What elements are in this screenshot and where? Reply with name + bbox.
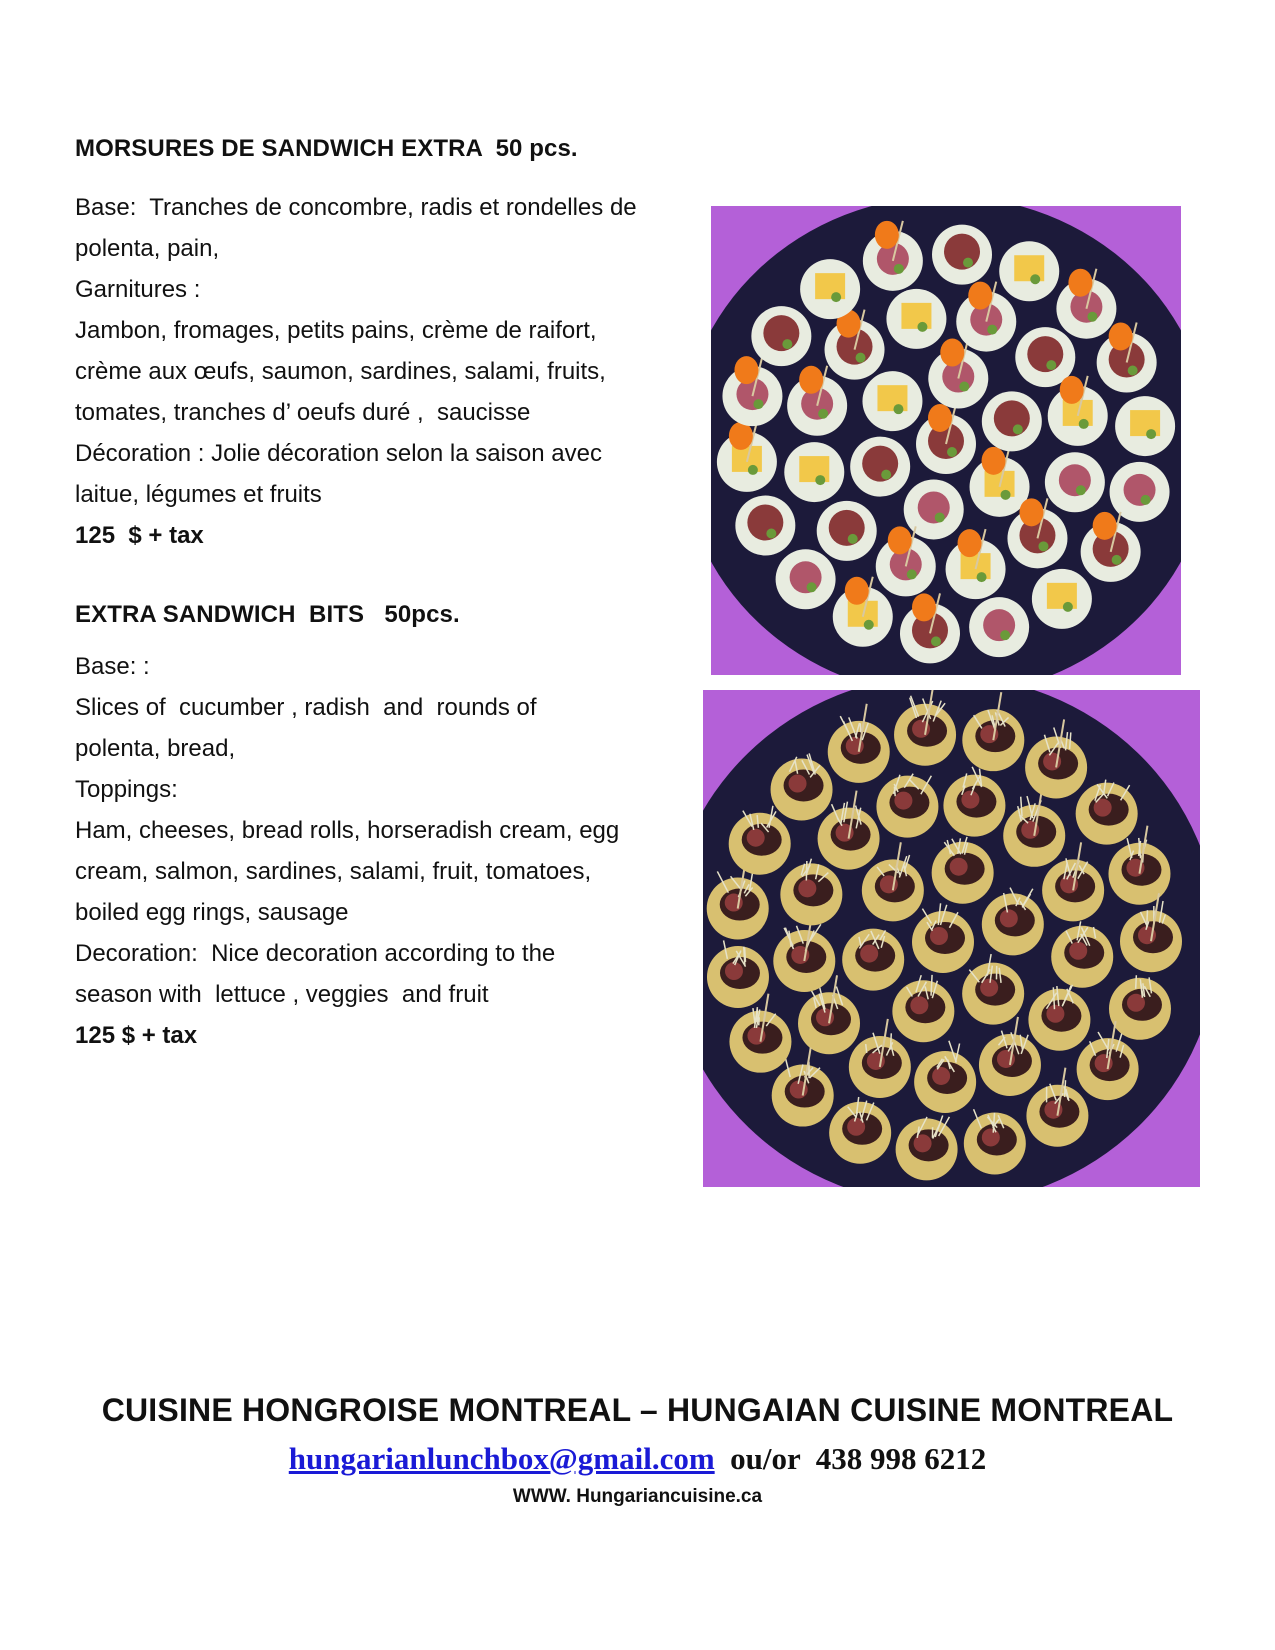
english-description (75, 646, 695, 1056)
sandwich-bites-platter-image (711, 206, 1181, 675)
english-line: boiled egg rings, sausage (75, 899, 349, 926)
french-line: Jambon, fromages, petits pains, crème de raifort, (75, 317, 597, 344)
french-line: Décoration : Jolie décoration selon la saison avec (75, 440, 602, 467)
polenta-bites-photo (703, 690, 1200, 1187)
english-line: Slices of cucumber , radish and rounds of (75, 694, 537, 721)
english-line: polenta, bread, (75, 735, 236, 762)
french-line: crème aux œufs, saumon, sardines, salami, fruits, (75, 358, 606, 385)
polenta-bites-platter-image (703, 690, 1200, 1187)
email-link[interactable]: hungarianlunchbox@gmail.com (288, 1441, 715, 1476)
english-line: Toppings: (75, 776, 178, 803)
french-description (75, 187, 695, 556)
french-line: polenta, pain, (75, 235, 220, 262)
french-line: Garnitures : (75, 276, 201, 303)
english-section-title: EXTRA SANDWICH BITS 50pcs. (75, 601, 460, 628)
phone-number: 438 998 6212 (815, 1441, 987, 1476)
english-line: season with lettuce , veggies and fruit (75, 981, 489, 1008)
french-line: laitue, légumes et fruits (75, 481, 322, 508)
french-section-title: MORSURES DE SANDWICH EXTRA 50 pcs. (75, 135, 578, 162)
footer-title: CUISINE HONGROISE MONTREAL – HUNGAIAN CUISINE MONTREAL (101, 1392, 1174, 1428)
french-line: tomates, tranches d’ oeufs duré , saucisse (75, 399, 531, 426)
english-line: Base: : (75, 653, 150, 680)
contact-separator: ou/or (714, 1441, 816, 1476)
french-price: 125 $ + tax (75, 522, 204, 549)
english-line: Decoration: Nice decoration according to the (75, 940, 556, 967)
english-line: Ham, cheeses, bread rolls, horseradish cream, egg (75, 817, 620, 844)
sandwich-bites-photo (711, 206, 1181, 675)
english-line: cream, salmon, sardines, salami, fruit, tomatoes, (75, 858, 592, 885)
footer-contact (0, 1441, 1275, 1477)
website-url: WWW. Hungariancuisine.ca (512, 1486, 763, 1507)
english-price: 125 $ + tax (75, 1022, 198, 1049)
french-line: Base: Tranches de concombre, radis et rondelles de (75, 194, 637, 221)
